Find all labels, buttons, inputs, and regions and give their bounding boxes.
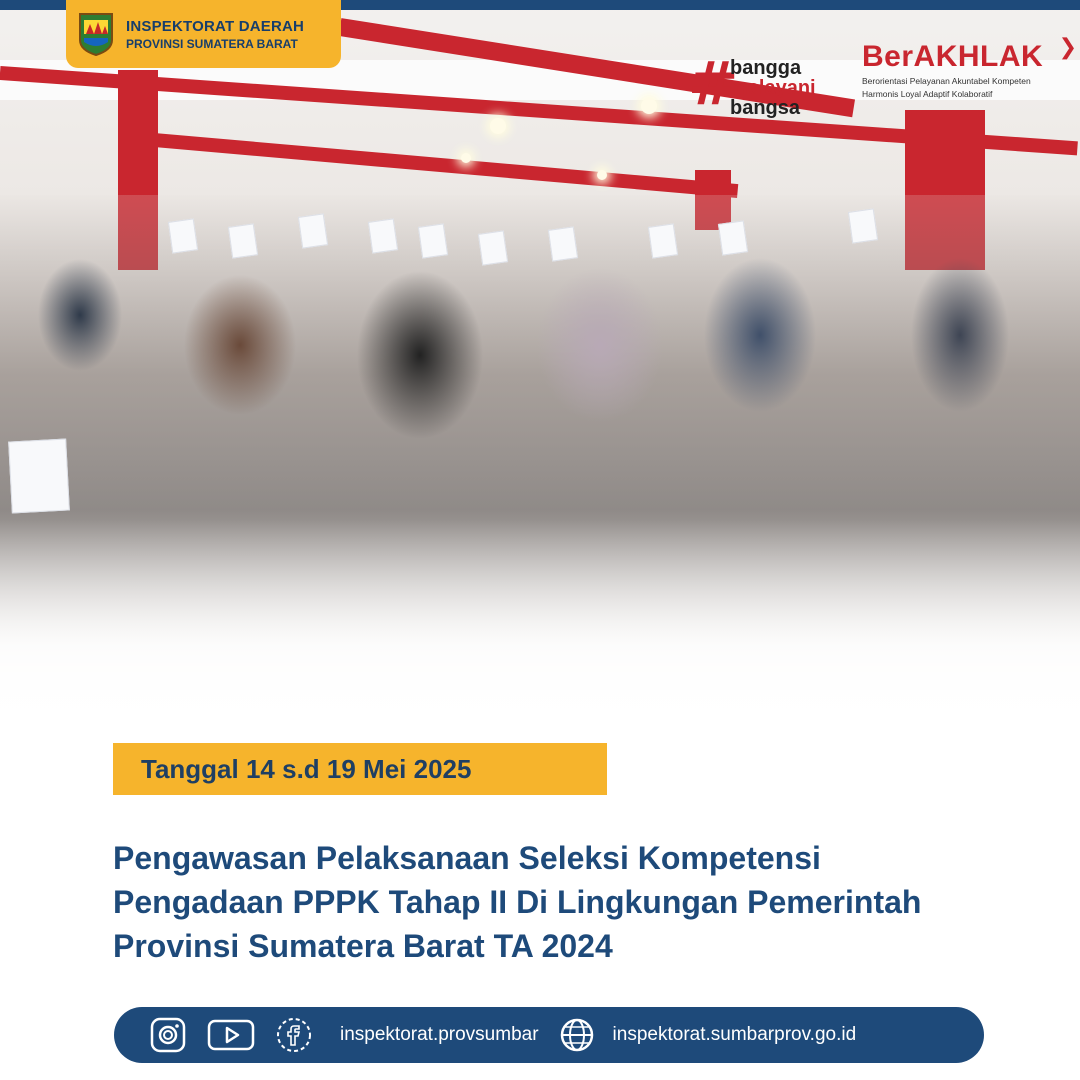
held-paper (418, 223, 448, 258)
facebook-icon[interactable] (274, 1015, 314, 1055)
slogan-word: bangsa (730, 97, 801, 119)
held-paper (8, 439, 70, 514)
sumatera-barat-emblem-icon (76, 12, 116, 56)
bangga-melayani-bangsa-logo (688, 49, 858, 124)
org-province: PROVINSI SUMATERA BARAT (126, 36, 298, 51)
held-paper (478, 230, 508, 265)
photo-fade (0, 520, 1080, 730)
org-badge (66, 0, 341, 68)
berakhlak-values: Harmonis Loyal Adaptif Kolaboratif (862, 89, 993, 99)
org-name: INSPEKTORAT DAERAH (126, 17, 305, 35)
berakhlak-title: BerAKHLAK (862, 40, 1044, 73)
held-paper (228, 223, 258, 258)
berakhlak-logo (862, 34, 1077, 120)
headline-line: Pengawasan Pelaksanaan Seleksi Kompetensi (113, 840, 821, 876)
ceiling-lamp (597, 170, 607, 180)
headline-line: Pengadaan PPPK Tahap II Di Lingkungan Pemerintah (113, 884, 922, 920)
social-handle[interactable]: inspektorat.provsumbar (340, 1024, 539, 1045)
held-paper (848, 208, 878, 243)
website-link[interactable]: inspektorat.sumbarprov.go.id (612, 1024, 857, 1045)
held-paper (548, 226, 578, 261)
tent-stripe (119, 130, 738, 198)
event-date: Tanggal 14 s.d 19 Mei 2025 (141, 753, 472, 784)
headline (113, 836, 1033, 968)
held-paper (718, 220, 748, 255)
held-paper (648, 223, 678, 258)
held-paper (368, 218, 398, 253)
instagram-icon[interactable] (148, 1015, 188, 1055)
ceiling-lamp (461, 153, 471, 163)
berakhlak-values: Berorientasi Pelayanan Akuntabel Kompeten (862, 76, 1031, 86)
held-paper (168, 218, 198, 253)
headline-line: Provinsi Sumatera Barat TA 2024 (113, 928, 613, 964)
ceiling-lamp (641, 98, 657, 114)
footer-contact-bar (114, 1007, 984, 1063)
youtube-icon[interactable] (206, 1015, 256, 1055)
held-paper (298, 213, 328, 248)
chevron-right-icon: ❯ (1058, 34, 1077, 59)
date-banner (113, 743, 607, 795)
ceiling-lamp (490, 118, 506, 134)
globe-icon (557, 1015, 597, 1055)
hashtag-mark: # (688, 49, 739, 119)
slogan-word: bangga (730, 57, 802, 79)
slogan-word: melayani (730, 77, 816, 99)
